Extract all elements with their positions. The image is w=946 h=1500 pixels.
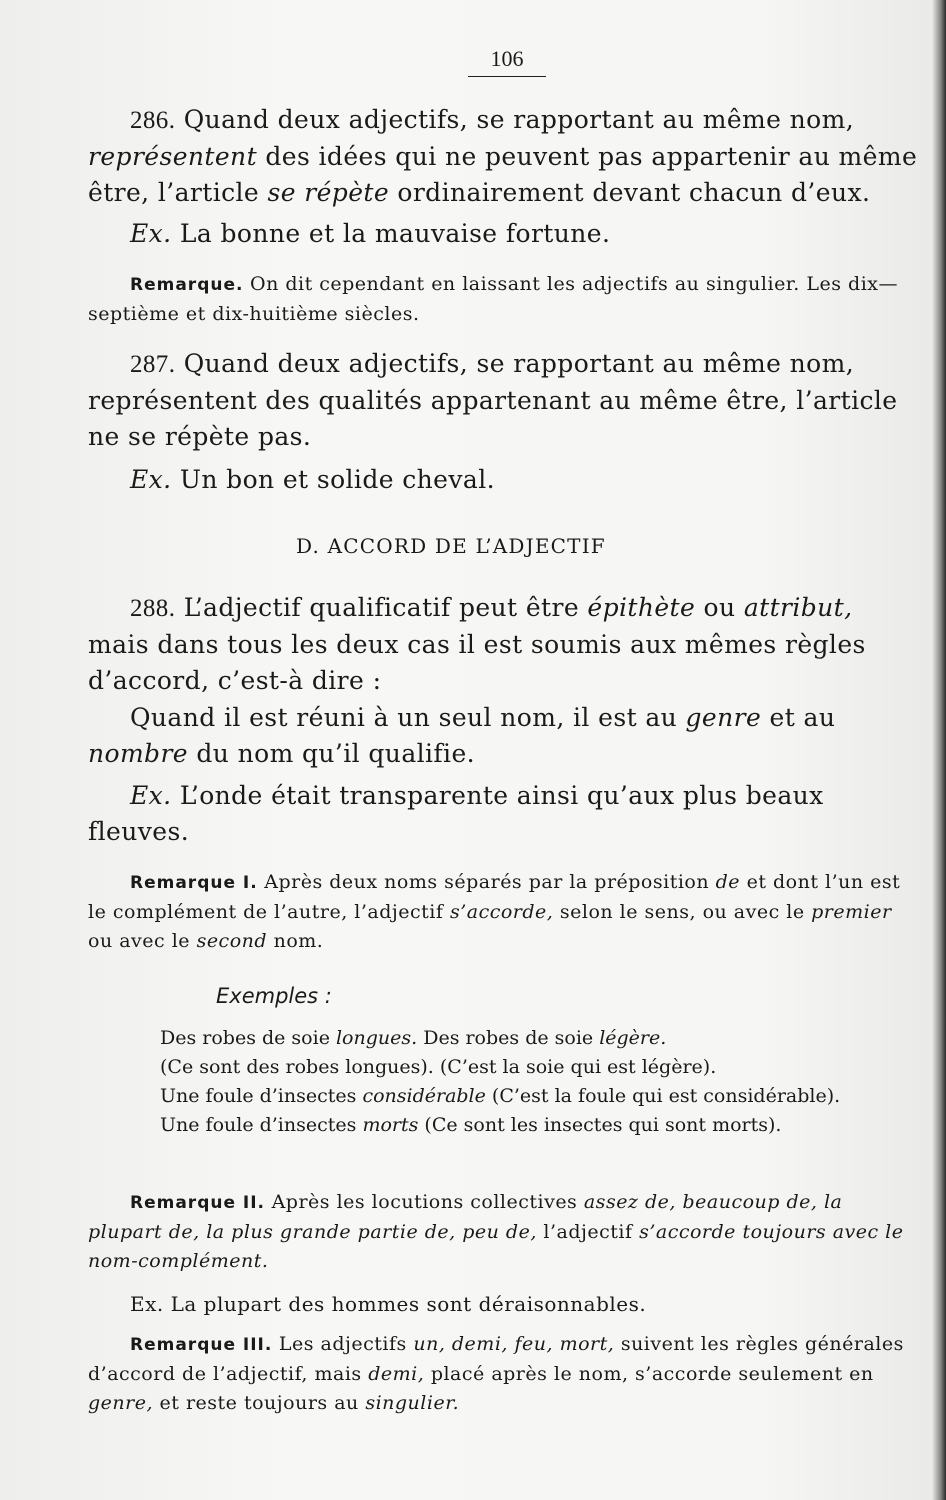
section-heading: D. ACCORD DE L’ADJECTIF [296,534,606,558]
text: des idées qui ne peuvent pas appartenir au même être, l’article [88,142,918,207]
text: ou [695,593,744,622]
italic-text: nombre [88,739,189,768]
italic-text: se répète [267,178,390,207]
italic-text: considérable [362,1085,486,1107]
example-line [160,1024,920,1053]
example-label: Ex. [130,781,172,810]
paragraph-number: 286. [130,107,176,134]
paragraph-286 [88,102,920,211]
remarque-286 [88,270,920,329]
italic-text: demi, [368,1363,425,1385]
text: et au [761,703,836,732]
example-text: La bonne et la mauvaise fortune. [171,219,611,248]
text: Les adjectifs [272,1333,414,1355]
example-line [160,1082,920,1111]
italic-text: assez de, beaucoup de, la plupart de, la plus grande partie de, peu de, [88,1191,843,1243]
example-text: L’onde était transparente ainsi qu’aux plus beaux fleuves. [88,781,824,846]
italic-text: s’accorde toujours avec le nom-complément. [88,1221,904,1272]
exemples-title: Exemples : [216,984,332,1008]
text: Des robes de soie [160,1027,336,1049]
text: Après deux noms séparés par la préposition [257,871,716,893]
italic-text: représentent [88,142,258,171]
italic-text: un, demi, feu, mort, [413,1333,615,1355]
text: l’adjectif [536,1221,640,1243]
italic-text: attribut, [743,593,853,622]
text: Quand deux adjectifs, se rapportant au même nom, [175,105,855,134]
examples-list [160,1024,920,1140]
italic-text: de [715,871,741,893]
text: placé après le nom, s’accorde seulement en [424,1363,874,1385]
paragraph-288 [88,590,920,699]
paragraph-number: 287. [130,351,176,378]
remarque-label: Remarque III. [130,1335,273,1355]
remarque-3 [88,1330,920,1418]
italic-text: premier [811,901,892,923]
italic-text: longues. [335,1027,418,1049]
remarque-2 [88,1188,920,1276]
example-label: Ex. [130,465,172,494]
text: (Ce sont les insectes qui sont morts). [418,1114,782,1136]
example-line: (Ce sont des robes longues). (C’est la soie qui est légère). [160,1056,717,1078]
text: et reste toujours au [153,1392,366,1414]
italic-text: second [196,930,268,952]
paragraph-number: 288. [130,595,176,622]
text: ordinairement devant chacun d’eux. [389,178,871,207]
example-label: Ex. [130,219,172,248]
remarque-text: On dit cependant en laissant les adjectifs au singulier. Les dix—septième et dix-huitième siècles. [88,273,898,325]
paragraph-288-rule [88,700,920,772]
text: Quand il est réuni à un seul nom, il est au [130,703,686,732]
italic-text: genre, [88,1392,154,1414]
example-287 [88,462,920,498]
text: Une foule d’insectes [160,1085,363,1107]
example-text: Un bon et solide cheval. [171,465,495,494]
italic-text: singulier. [365,1392,460,1414]
text: Une foule d’insectes [160,1114,363,1136]
remarque-label: Remarque. [130,275,244,295]
remarque-label: Remarque I. [130,873,258,893]
italic-text: légère. [599,1027,667,1049]
text: Quand deux adjectifs, se rapportant au même nom, représentent des qualités appartenant au même être, l’article ne se répète pas. [88,349,898,451]
italic-text: épithète [587,593,696,622]
text: Après les locutions collectives [265,1191,584,1213]
text: mais dans tous les deux cas il est soumis aux mêmes règles d’accord, c’est-à dire : [88,630,866,695]
text: Des robes de soie [417,1027,600,1049]
page-number: 106 [468,46,546,77]
italic-text: morts [362,1114,419,1136]
italic-text: s’accorde, [449,901,554,923]
text: nom. [267,930,324,952]
paragraph-287 [88,346,920,455]
example-286 [88,216,920,252]
text: suivent les règles générales d’accord de l’adjectif, mais [88,1333,904,1385]
text: du nom qu’il qualifie. [188,739,475,768]
example-line [160,1111,920,1140]
text: selon le sens, ou avec le [553,901,812,923]
example-remarque-2: Ex. La plupart des hommes sont déraisonnables. [130,1292,647,1316]
text: L’adjectif qualificatif peut être [175,593,588,622]
text: ou avec le [88,930,197,952]
italic-text: genre [685,703,762,732]
text: (C’est la foule qui est considérable). [485,1085,841,1107]
remarque-1 [88,868,920,956]
page-edge-shadow [932,0,946,1500]
text: et dont l’un est le complément de l’autre, l’adjectif [88,871,901,923]
example-288 [88,778,920,850]
remarque-label: Remarque II. [130,1193,266,1213]
